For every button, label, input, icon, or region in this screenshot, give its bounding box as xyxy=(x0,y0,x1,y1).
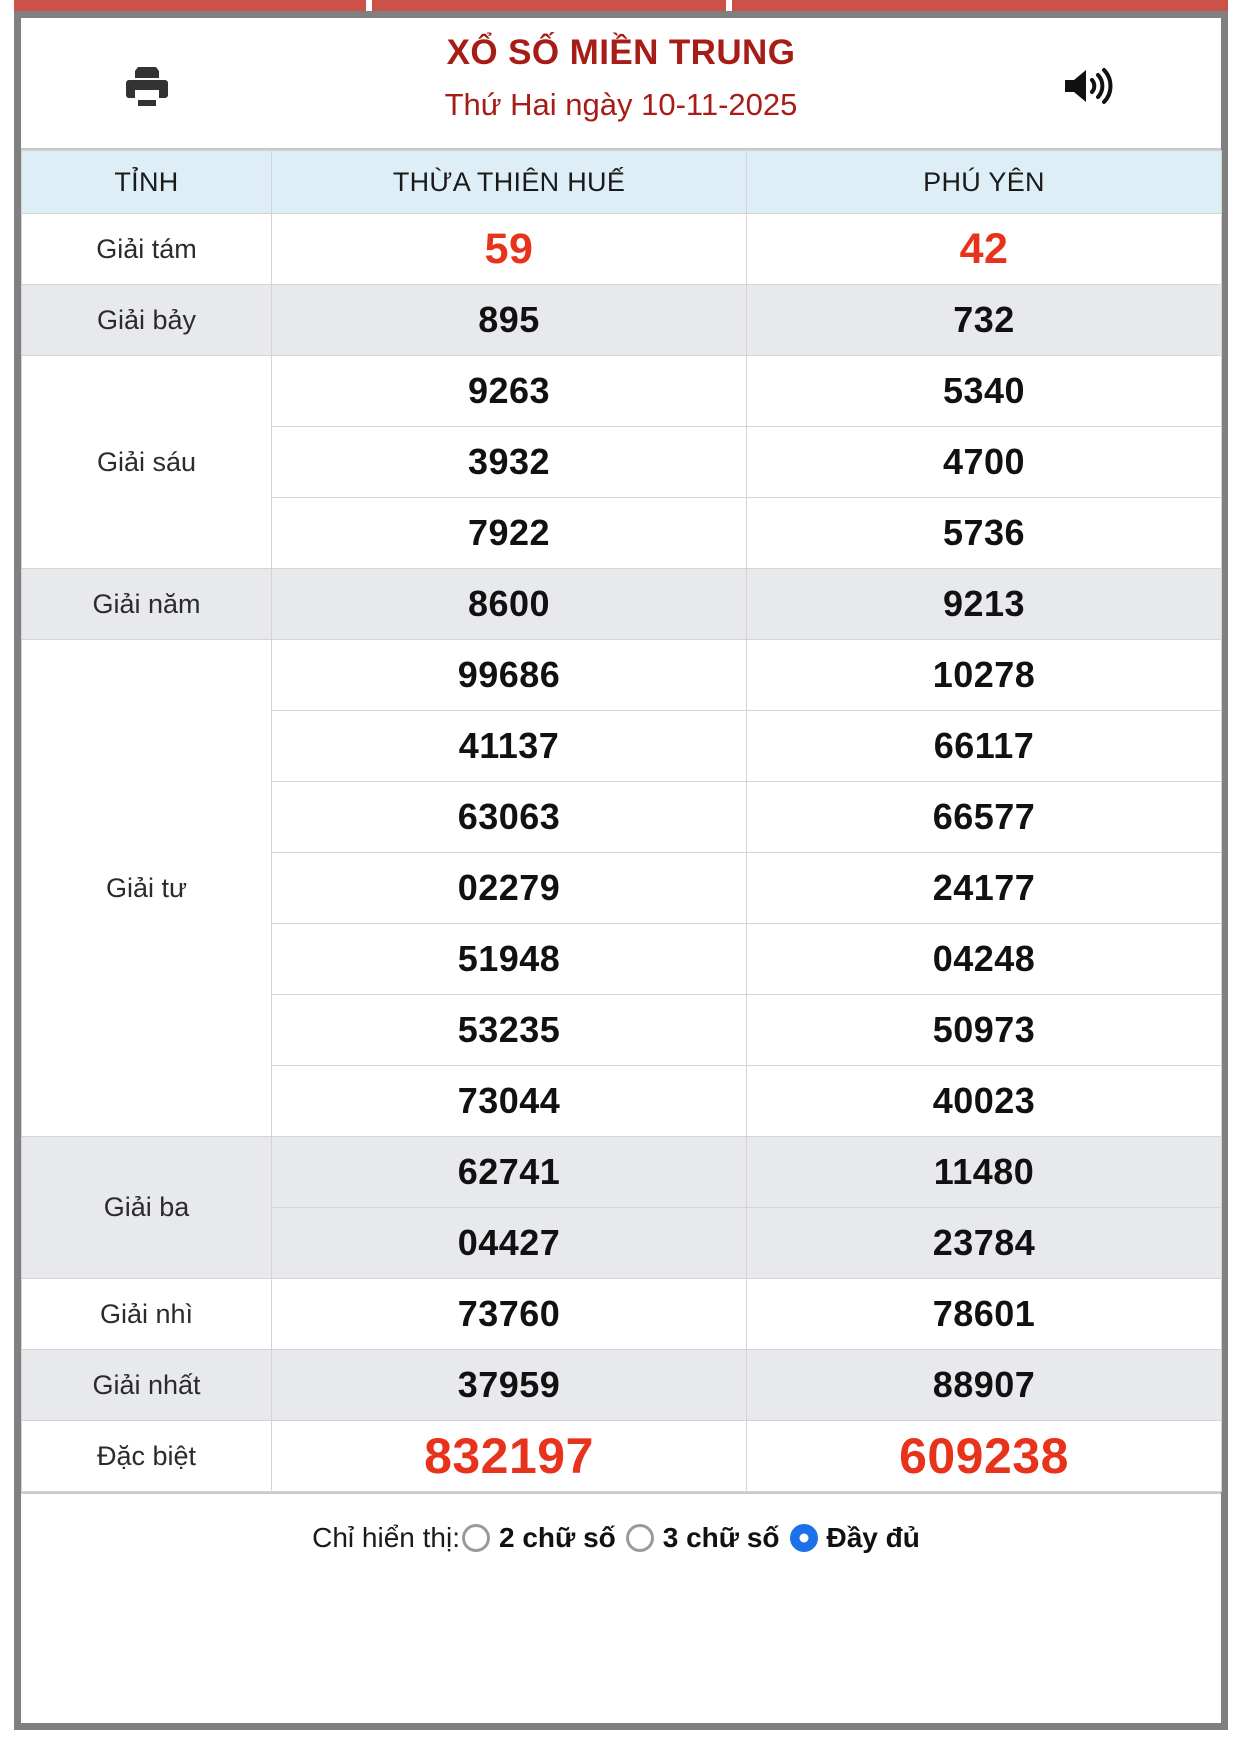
prize-number: 7922 xyxy=(272,498,747,569)
draw-date: Thứ Hai ngày 10-11-2025 xyxy=(444,87,798,123)
prize-number: 99686 xyxy=(272,640,747,711)
radio-button-icon[interactable] xyxy=(626,1524,654,1552)
radio-button-icon[interactable] xyxy=(462,1524,490,1552)
table-row xyxy=(22,569,1222,640)
table-row xyxy=(22,1350,1222,1421)
column-header-province-2: PHÚ YÊN xyxy=(747,151,1222,214)
prize-number: 73044 xyxy=(272,1066,747,1137)
table-row xyxy=(22,356,1222,427)
prize-number: 53235 xyxy=(272,995,747,1066)
filter-radio-option-3[interactable] xyxy=(790,1522,920,1554)
top-tab-3[interactable] xyxy=(732,0,1228,11)
column-header-province-label: TỈNH xyxy=(22,151,272,214)
prize-number: 5736 xyxy=(747,498,1222,569)
table-header-row xyxy=(22,151,1222,214)
filter-label: Chỉ hiển thị: xyxy=(312,1522,460,1553)
prize-number: 04248 xyxy=(747,924,1222,995)
prize-number: 40023 xyxy=(747,1066,1222,1137)
filter-radio-option-2[interactable] xyxy=(626,1522,780,1554)
prize-label: Giải sáu xyxy=(22,356,272,569)
prize-number: 895 xyxy=(272,285,747,356)
table-head xyxy=(22,151,1222,214)
prize-number: 59 xyxy=(272,214,747,285)
prize-number: 73760 xyxy=(272,1279,747,1350)
filter-option-label: 2 chữ số xyxy=(498,1522,616,1553)
prize-number: 63063 xyxy=(272,782,747,853)
filter-option-label: 3 chữ số xyxy=(662,1522,780,1553)
prize-number: 609238 xyxy=(747,1421,1222,1492)
prize-number: 88907 xyxy=(747,1350,1222,1421)
prize-number: 8600 xyxy=(272,569,747,640)
radio-button-icon[interactable] xyxy=(790,1524,818,1552)
display-filter-bar xyxy=(21,1492,1221,1582)
table-row xyxy=(22,1421,1222,1492)
page-title: XỔ SỐ MIỀN TRUNG xyxy=(446,33,796,72)
prize-label: Đặc biệt xyxy=(22,1421,272,1492)
table-row xyxy=(22,285,1222,356)
prize-number: 11480 xyxy=(747,1137,1222,1208)
table-row xyxy=(22,214,1222,285)
prize-number: 832197 xyxy=(272,1421,747,1492)
prize-number: 9263 xyxy=(272,356,747,427)
filter-option-label: Đầy đủ xyxy=(826,1522,920,1553)
prize-label: Giải nhất xyxy=(22,1350,272,1421)
prize-number: 04427 xyxy=(272,1208,747,1279)
table-body xyxy=(22,214,1222,1492)
column-header-province-1: THỪA THIÊN HUẾ xyxy=(272,151,747,214)
prize-label: Giải bảy xyxy=(22,285,272,356)
prize-number: 42 xyxy=(747,214,1222,285)
prize-number: 24177 xyxy=(747,853,1222,924)
prize-label: Giải tư xyxy=(22,640,272,1137)
prize-label: Giải năm xyxy=(22,569,272,640)
panel-header xyxy=(21,18,1221,150)
top-tab-1[interactable] xyxy=(14,0,366,11)
prize-number: 4700 xyxy=(747,427,1222,498)
prize-number: 732 xyxy=(747,285,1222,356)
prize-label: Giải nhì xyxy=(22,1279,272,1350)
prize-number: 51948 xyxy=(272,924,747,995)
prize-number: 9213 xyxy=(747,569,1222,640)
prize-number: 66577 xyxy=(747,782,1222,853)
prize-number: 41137 xyxy=(272,711,747,782)
prize-number: 66117 xyxy=(747,711,1222,782)
prize-label: Giải ba xyxy=(22,1137,272,1279)
speaker-icon[interactable] xyxy=(1061,62,1113,110)
printer-icon[interactable] xyxy=(123,62,171,110)
top-tab-2[interactable] xyxy=(372,0,726,11)
filter-options xyxy=(462,1522,930,1554)
table-row xyxy=(22,1279,1222,1350)
results-panel xyxy=(14,11,1228,1730)
prize-label: Giải tám xyxy=(22,214,272,285)
prize-number: 62741 xyxy=(272,1137,747,1208)
prize-number: 23784 xyxy=(747,1208,1222,1279)
header-titles xyxy=(21,32,1221,126)
table-row xyxy=(22,640,1222,711)
prize-number: 78601 xyxy=(747,1279,1222,1350)
filter-radio-option-1[interactable] xyxy=(462,1522,616,1554)
table-row xyxy=(22,1137,1222,1208)
prize-number: 10278 xyxy=(747,640,1222,711)
prize-number: 02279 xyxy=(272,853,747,924)
prize-number: 3932 xyxy=(272,427,747,498)
prize-number: 37959 xyxy=(272,1350,747,1421)
top-tab-strip xyxy=(0,0,1242,11)
results-table xyxy=(21,150,1222,1492)
prize-number: 5340 xyxy=(747,356,1222,427)
prize-number: 50973 xyxy=(747,995,1222,1066)
